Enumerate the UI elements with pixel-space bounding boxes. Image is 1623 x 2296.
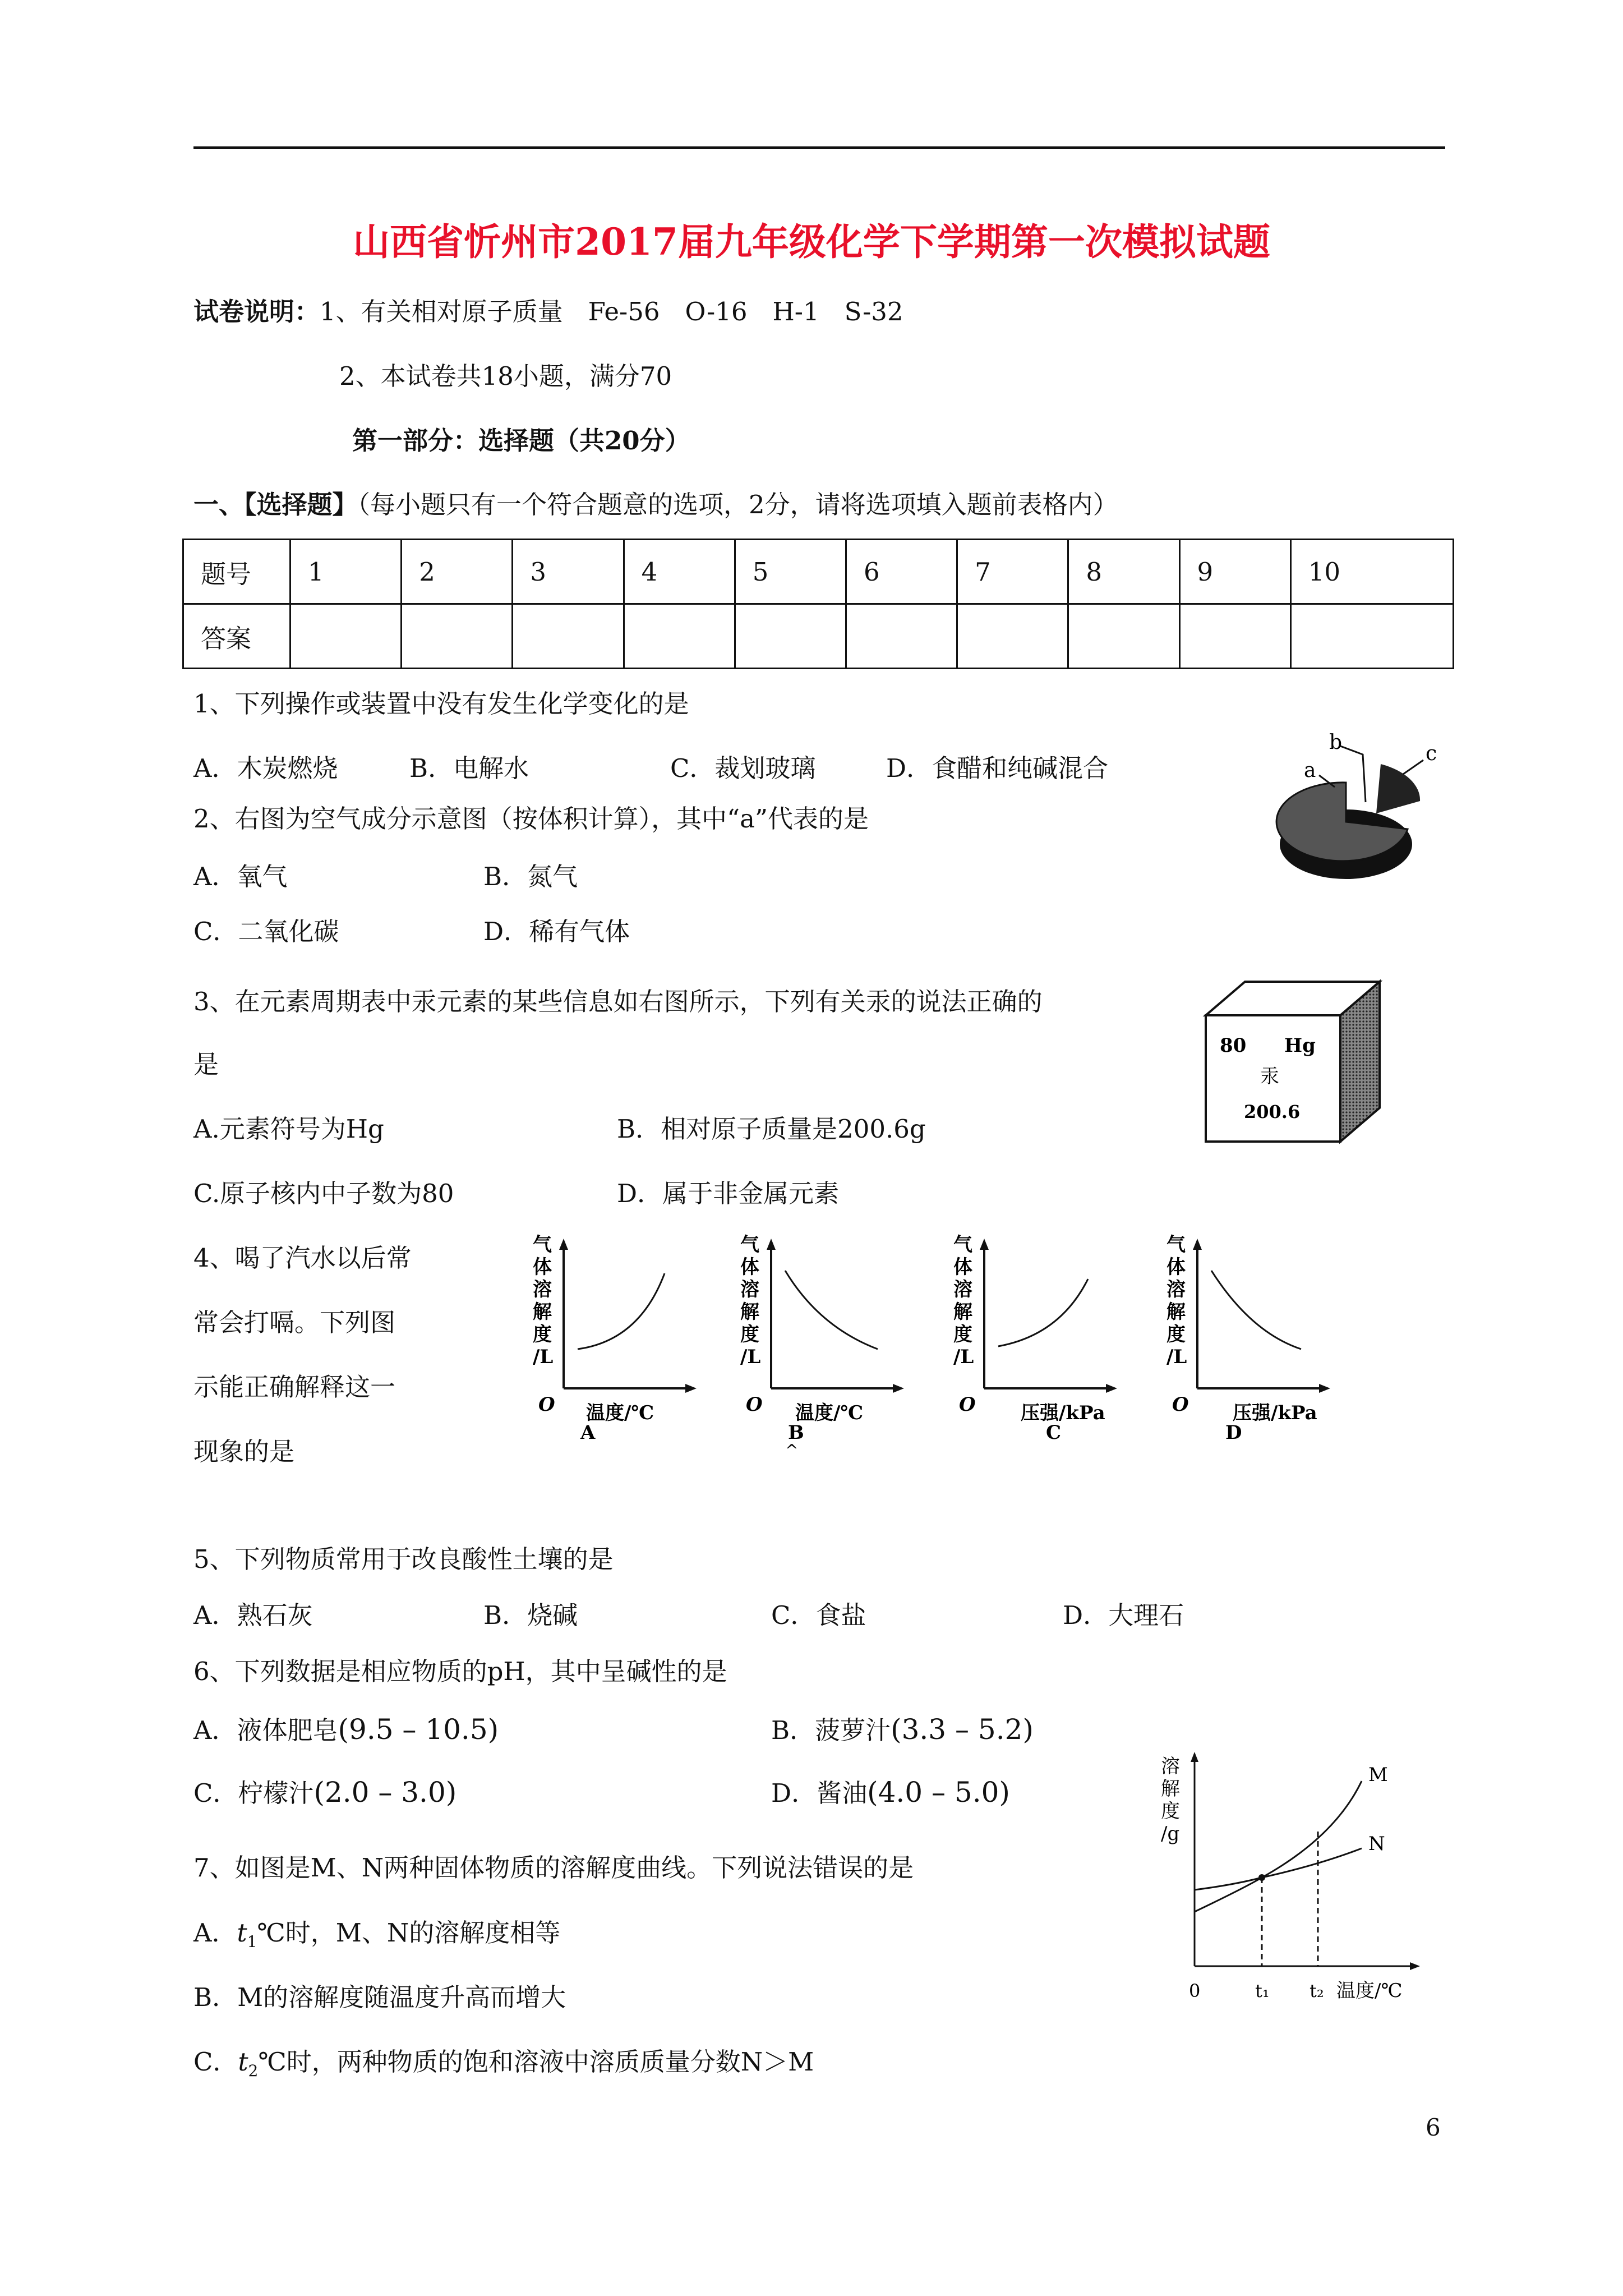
part-one-heading: 第一部分：选择题（共20分） — [352, 426, 690, 455]
mercury-element-card — [1200, 976, 1391, 1150]
q7-option-a-text: ℃时，M、N的溶解度相等 — [257, 1918, 561, 1948]
q6-option-d-range: (4.0 – 5.0) — [867, 1776, 1010, 1809]
graph-c-x-arrow — [1106, 1384, 1117, 1393]
graph-c — [953, 1234, 1117, 1444]
q7-option-c-variable: t — [238, 2047, 248, 2077]
atomic-mass: 200.6 — [1244, 1101, 1301, 1122]
q2-option-a: A．氧气 — [193, 862, 288, 891]
q1-option-a: A．木炭燃烧 — [193, 753, 338, 783]
graph-b-ylabel-4: 解 — [740, 1301, 759, 1323]
graph-d-ylabel-3: 溶 — [1166, 1278, 1186, 1301]
answer-row — [183, 604, 1454, 669]
graph-a-ylabel-5: 度 — [533, 1323, 552, 1346]
q7-ylabel-3: 度 — [1161, 1800, 1180, 1823]
q6-option-a — [193, 1714, 499, 1746]
q7-y-arrow — [1191, 1752, 1198, 1762]
graph-a-y-arrow — [559, 1239, 568, 1250]
q7-ylabel-2: 解 — [1161, 1778, 1180, 1800]
graph-a-xlabel: 温度/℃ — [586, 1402, 654, 1424]
q7-option-c-subscript: 2 — [248, 2062, 259, 2080]
graph-c-xlabel: 压强/kPa — [1021, 1402, 1105, 1424]
graph-a — [533, 1234, 697, 1444]
graph-d-y-arrow — [1193, 1239, 1202, 1250]
answer-cell[interactable] — [291, 604, 402, 669]
answer-cell[interactable] — [1179, 604, 1290, 669]
graph-b-ylabel-5: 度 — [740, 1323, 759, 1346]
graph-d-x-arrow — [1319, 1384, 1330, 1393]
table-number-cell: 4 — [624, 540, 735, 604]
intro-label: 试卷说明： — [193, 297, 320, 326]
graph-d-ylabel-1: 气 — [1166, 1234, 1186, 1256]
graph-c-curve — [998, 1279, 1088, 1346]
q7-option-a-variable: t — [237, 1918, 247, 1948]
q7-option-a-letter: A． — [193, 1918, 237, 1948]
graph-b-ylabel-2: 体 — [740, 1256, 759, 1278]
answer-cell[interactable] — [402, 604, 513, 669]
q5-option-c: C．食盐 — [771, 1600, 866, 1630]
table-number-cell: 10 — [1290, 540, 1453, 604]
table-number-cell: 5 — [735, 540, 846, 604]
graph-d-letter: D — [1225, 1421, 1242, 1444]
section-1-instruction: （每小题只有一个符合题意的选项，2分，请将选项填入题前表格内） — [357, 490, 1118, 519]
q6-option-d-label: D．酱油 — [771, 1778, 868, 1808]
atomic-number: 80 — [1220, 1034, 1247, 1057]
curve-m-label: M — [1368, 1764, 1388, 1786]
q3-option-d: D．属于非金属元素 — [617, 1179, 840, 1208]
q2-stem: 2、右图为空气成分示意图（按体积计算），其中“a”代表的是 — [193, 804, 869, 834]
q7-ylabel-1: 溶 — [1161, 1755, 1180, 1778]
graph-d-ylabel-2: 体 — [1166, 1256, 1186, 1278]
q5-option-b: B．烧碱 — [483, 1600, 578, 1630]
q1-option-b: B．电解水 — [409, 753, 529, 783]
gas-solubility-graphs — [527, 1228, 1368, 1464]
q4-stem-line-1: 4、喝了汽水以后常 — [193, 1243, 412, 1273]
graph-b-xlabel: 温度/℃ — [795, 1402, 864, 1424]
q6-option-a-label: A．液体肥皂 — [193, 1715, 338, 1745]
q7-t1-label: t₁ — [1255, 1980, 1270, 2001]
label-leader-c — [1403, 760, 1423, 774]
table-number-cell: 6 — [846, 540, 957, 604]
table-header-question-number: 题号 — [183, 540, 291, 604]
graph-b-y-arrow — [767, 1239, 776, 1250]
q7-option-c — [193, 2046, 814, 2087]
q7-option-b: B．M的溶解度随温度升高而增大 — [193, 1982, 566, 2012]
q1-stem: 1、下列操作或装置中没有发生化学变化的是 — [193, 689, 689, 719]
q6-option-b — [771, 1714, 1034, 1746]
pie-label-c: c — [1426, 742, 1437, 765]
page-number: 6 — [1426, 2114, 1441, 2141]
graph-b — [740, 1234, 904, 1460]
q2-option-c: C．二氧化碳 — [193, 917, 339, 946]
graph-d-ylabel-5: 度 — [1166, 1323, 1186, 1346]
graph-a-letter: A — [580, 1421, 596, 1444]
section-1-bracket: 一、【选择题】 — [193, 490, 358, 519]
graph-d-ylabel-6: /L — [1166, 1346, 1187, 1368]
q2-option-b: B．氮气 — [483, 862, 578, 891]
table-number-cell: 8 — [1068, 540, 1179, 604]
graph-d-origin: O — [1172, 1393, 1189, 1416]
header-rule — [193, 146, 1445, 149]
table-number-cell: 7 — [957, 540, 1068, 604]
q6-option-c-label: C．柠檬汁 — [193, 1778, 314, 1808]
q3-option-b: B．相对原子质量是200.6g — [617, 1114, 926, 1144]
q6-option-d — [771, 1777, 1010, 1809]
pie-label-a: a — [1304, 759, 1316, 782]
graph-d — [1166, 1234, 1330, 1444]
pie-label-b: b — [1329, 731, 1343, 754]
table-number-cell: 3 — [513, 540, 624, 604]
graph-c-ylabel-1: 气 — [953, 1234, 972, 1256]
pie-slice-c — [1376, 764, 1420, 813]
document-title: 山西省忻州市2017届九年级化学下学期第一次模拟试题 — [353, 220, 1270, 264]
answer-cell[interactable] — [735, 604, 846, 669]
intro-atomic-masses: 1、有关相对原子质量 Fe-56 O-16 H-1 S-32 — [320, 297, 903, 326]
graph-b-ylabel-3: 溶 — [740, 1278, 759, 1301]
graph-a-ylabel-2: 体 — [533, 1256, 552, 1278]
q5-stem: 5、下列物质常用于改良酸性土壤的是 — [193, 1544, 614, 1574]
q7-origin: 0 — [1189, 1980, 1201, 2001]
question-number-row — [183, 540, 1454, 604]
element-name: 汞 — [1260, 1065, 1279, 1088]
intro-line-2: 2、本试卷共18小题，满分70 — [339, 361, 672, 391]
graph-d-xlabel: 压强/kPa — [1233, 1402, 1317, 1424]
q7-x-arrow — [1410, 1962, 1420, 1970]
q7-option-a — [193, 1917, 560, 1958]
answer-cell[interactable] — [1068, 604, 1179, 669]
curve-n — [1195, 1848, 1362, 1890]
graph-b-ylabel-1: 气 — [740, 1234, 759, 1256]
section-1-heading — [193, 489, 1118, 521]
graph-a-ylabel-6: /L — [533, 1346, 554, 1368]
q7-option-c-letter: C． — [193, 2047, 238, 2077]
q2-option-d: D．稀有气体 — [483, 917, 630, 946]
answer-cell[interactable] — [957, 604, 1068, 669]
q5-option-d: D．大理石 — [1063, 1600, 1184, 1630]
graph-c-ylabel-3: 溶 — [953, 1278, 972, 1301]
table-header-answer: 答案 — [183, 604, 291, 669]
intro-line-1 — [193, 296, 903, 328]
q7-option-c-text: ℃时，两种物质的饱和溶液中溶质质量分数N＞M — [258, 2047, 814, 2077]
q1-option-d: D．食醋和纯碱混合 — [886, 753, 1109, 783]
graph-a-origin: O — [538, 1393, 555, 1416]
graph-b-x-arrow — [893, 1384, 904, 1393]
graph-c-y-arrow — [980, 1239, 989, 1250]
q6-option-b-range: (3.3 – 5.2) — [891, 1713, 1034, 1746]
q3-option-a: A.元素符号为Hg — [193, 1114, 384, 1144]
graph-a-x-arrow — [685, 1384, 697, 1393]
graph-b-ylabel-6: /L — [740, 1346, 761, 1368]
q5-option-a: A．熟石灰 — [193, 1600, 313, 1630]
answer-cell[interactable] — [513, 604, 624, 669]
element-symbol: Hg — [1284, 1034, 1316, 1057]
q3-stem-line-2: 是 — [193, 1050, 219, 1079]
graph-b-letter: B — [788, 1421, 804, 1444]
graph-b-origin: O — [746, 1393, 763, 1416]
answer-cell[interactable] — [1290, 604, 1453, 669]
q4-stem-line-4: 现象的是 — [193, 1437, 295, 1466]
graph-a-ylabel-1: 气 — [533, 1234, 552, 1256]
graph-c-ylabel-2: 体 — [953, 1256, 972, 1278]
graph-c-letter: C — [1046, 1421, 1062, 1444]
answer-table — [182, 539, 1454, 669]
answer-cell[interactable] — [624, 604, 735, 669]
q7-xlabel: 温度/℃ — [1336, 1980, 1403, 2002]
q3-stem-line-1: 3、在元素周期表中汞元素的某些信息如右图所示，下列有关汞的说法正确的 — [193, 987, 1043, 1016]
q6-option-c-range: (2.0 – 3.0) — [313, 1776, 457, 1809]
table-number-cell: 2 — [402, 540, 513, 604]
graph-a-ylabel-4: 解 — [533, 1301, 552, 1323]
table-number-cell: 9 — [1179, 540, 1290, 604]
curve-n-label: N — [1368, 1833, 1385, 1855]
graph-a-ylabel-3: 溶 — [533, 1278, 552, 1301]
stray-caret-mark: ^ — [785, 1441, 799, 1460]
q6-option-c — [193, 1777, 457, 1809]
graph-c-ylabel-5: 度 — [953, 1323, 972, 1346]
answer-cell[interactable] — [846, 604, 957, 669]
curve-m — [1195, 1781, 1362, 1912]
graph-b-curve — [785, 1271, 878, 1349]
graph-a-curve — [578, 1273, 665, 1349]
q4-stem-line-3: 示能正确解释这一 — [193, 1372, 396, 1402]
graph-c-ylabel-4: 解 — [953, 1301, 972, 1323]
graph-c-origin: O — [959, 1393, 976, 1416]
q7-option-a-subscript: 1 — [247, 1932, 257, 1951]
air-composition-pie-figure — [1273, 729, 1447, 898]
q6-stem: 6、下列数据是相应物质的pH，其中呈碱性的是 — [193, 1657, 727, 1686]
solubility-curve-graph — [1150, 1747, 1441, 2011]
graph-d-ylabel-4: 解 — [1166, 1301, 1186, 1323]
q6-option-b-label: B．菠萝汁 — [771, 1715, 891, 1745]
table-number-cell: 1 — [291, 540, 402, 604]
q7-ylabel-4: /g — [1161, 1823, 1180, 1845]
q4-stem-line-2: 常会打嗝。下列图 — [193, 1308, 396, 1337]
graph-c-ylabel-6: /L — [953, 1346, 974, 1368]
q6-option-a-range: (9.5 – 10.5) — [338, 1713, 499, 1746]
q3-option-c: C.原子核内中子数为80 — [193, 1179, 454, 1208]
q7-stem: 7、如图是M、N两种固体物质的溶解度曲线。下列说法错误的是 — [193, 1853, 914, 1883]
graph-d-curve — [1211, 1271, 1301, 1349]
q7-t2-label: t₂ — [1310, 1980, 1324, 2001]
q1-option-c: C．裁划玻璃 — [670, 753, 816, 783]
